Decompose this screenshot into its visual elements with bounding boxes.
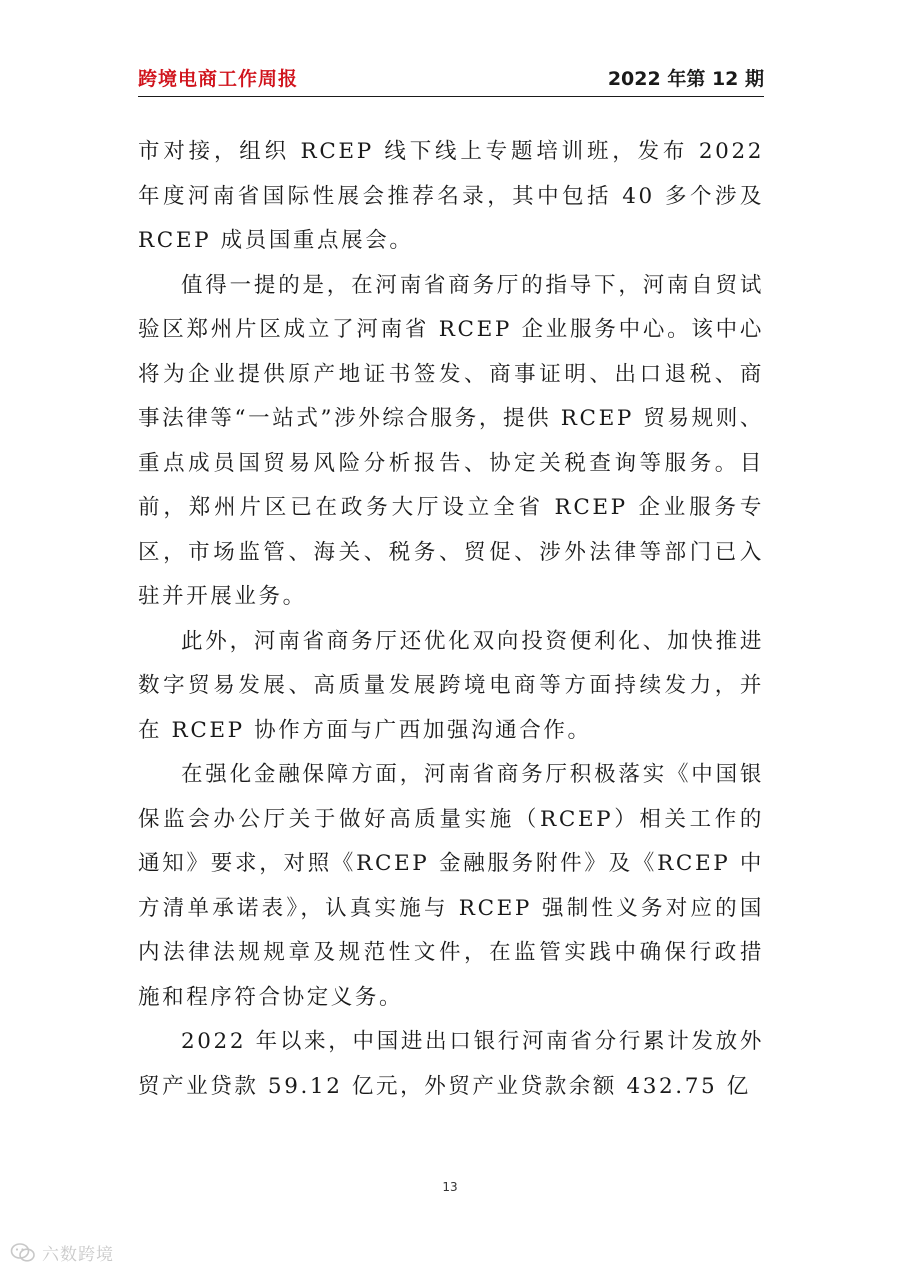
paragraph-3: 此外，河南省商务厅还优化双向投资便利化、加快推进数字贸易发展、高质量发展跨境电商等方面持续发力，并在 RCEP 协作方面与广西加强沟通合作。: [138, 628, 764, 743]
watermark: [10, 1240, 114, 1265]
article-body: [138, 130, 764, 1109]
wechat-logo-icon: [10, 1242, 36, 1264]
newsletter-title: 跨境电商工作周报: [138, 68, 299, 90]
paragraph-1: 市对接，组织 RCEP 线下线上专题培训班，发布 2022 年度河南省国际性展会推荐名录，其中包括 40 多个涉及 RCEP 成员国重点展会。: [138, 139, 764, 253]
paragraph-4: 在强化金融保障方面，河南省商务厅积极落实《中国银保监会办公厅关于做好高质量实施（RCEP）相关工作的通知》要求，对照《RCEP 金融服务附件》及《RCEP 中方清单承诺表》，认真实施与 RCEP 强制性义务对应的国内法律法规规章及规范性文件，在监管实践中确保行政措施和程序符合协定义务。: [138, 762, 764, 1010]
page-header: [138, 62, 764, 97]
issue-number: 2022 年第 12 期: [607, 68, 764, 90]
page-number: 13: [442, 1180, 458, 1194]
paragraph-2: 值得一提的是，在河南省商务厅的指导下，河南自贸试验区郑州片区成立了河南省 RCEP 企业服务中心。该中心将为企业提供原产地证书签发、商事证明、出口退税、商事法律等“一站式”涉外综合服务，提供 RCEP 贸易规则、重点成员国贸易风险分析报告、协定关税查询等服务。目前，郑州片区已在政务大厅设立全省 RCEP 企业服务专区，市场监管、海关、税务、贸促、涉外法律等部门已入驻并开展业务。: [138, 272, 764, 609]
watermark-text: 六数跨境: [42, 1245, 114, 1265]
paragraph-5: 2022 年以来，中国进出口银行河南省分行累计发放外贸产业贷款 59.12 亿元，外贸产业贷款余额 432.75 亿: [138, 1029, 764, 1099]
